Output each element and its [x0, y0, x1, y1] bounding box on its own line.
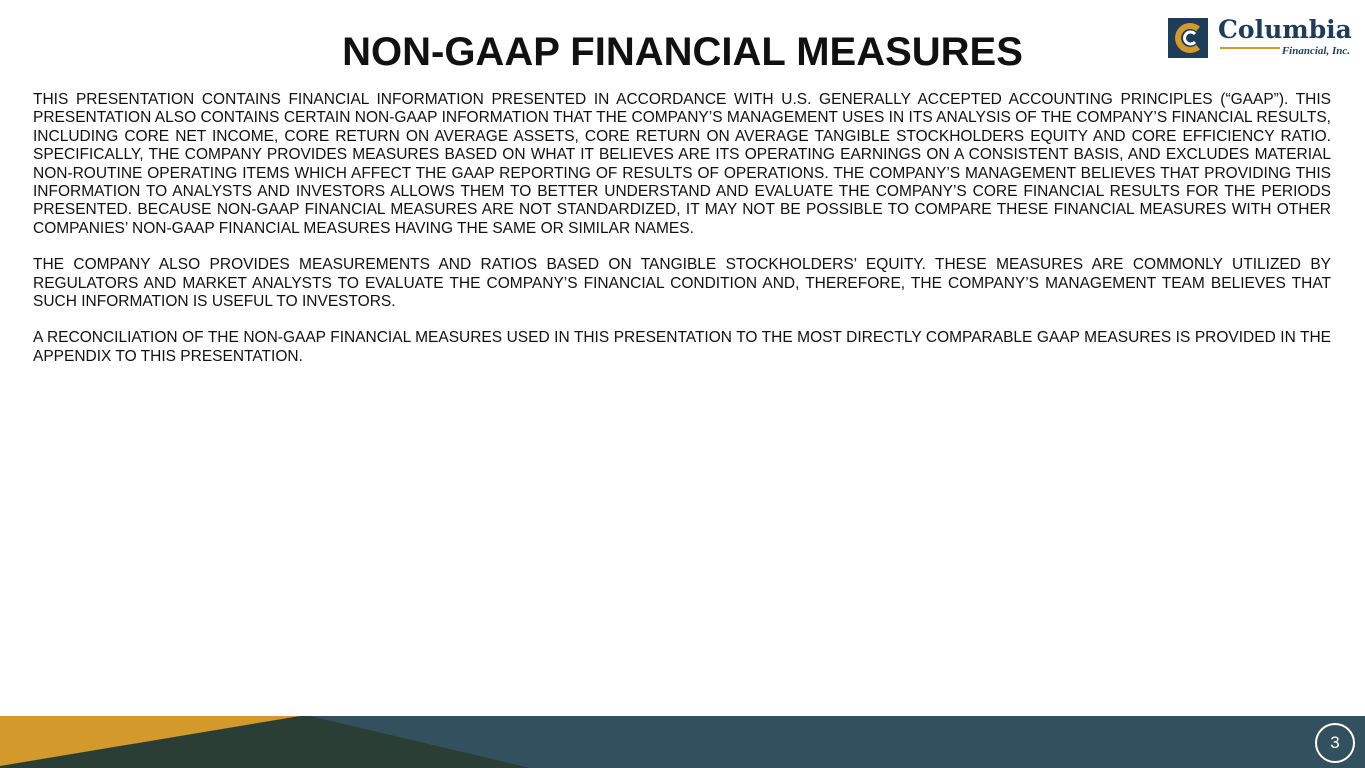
logo-underline — [1220, 47, 1280, 49]
paragraph-tangible-equity: THE COMPANY ALSO PROVIDES MEASUREMENTS AND RATIOS BASED ON TANGIBLE STOCKHOLDERS’ EQUITY. THESE MEASURES ARE COMMONLY UTILIZED BY REGULATORS AND MARKET ANALYSTS TO EVALUATE THE COMPANY’S FINANCIAL CONDITION AND, THEREFORE, THE COMPANY’S MANAGEMENT TEAM BELIEVES THAT SUCH INFORMATION IS USEFUL TO INVESTORS. — [33, 256, 1331, 311]
slide-title: NON-GAAP FINANCIAL MEASURES — [342, 30, 1023, 74]
logo-wordmark: Columbia — [1218, 15, 1352, 44]
body-text — [33, 91, 1331, 384]
page-number-badge: 3 — [1315, 723, 1355, 763]
company-logo — [1166, 14, 1352, 62]
footer-band — [0, 716, 1365, 768]
columbia-c-logo-icon — [1168, 18, 1208, 58]
logo-subtitle: Financial, Inc. — [1281, 45, 1350, 57]
paragraph-reconciliation: A RECONCILIATION OF THE NON-GAAP FINANCIAL MEASURES USED IN THIS PRESENTATION TO THE MOST DIRECTLY COMPARABLE GAAP MEASURES IS PROVIDED IN THE APPENDIX TO THIS PRESENTATION. — [33, 329, 1331, 365]
paragraph-gaap-information: THIS PRESENTATION CONTAINS FINANCIAL INFORMATION PRESENTED IN ACCORDANCE WITH U.S. GENERALLY ACCEPTED ACCOUNTING PRINCIPLES (“GAAP”). THIS PRESENTATION ALSO CONTAINS CERTAIN NON-GAAP INFORMATION THAT THE COMPANY’S MANAGEMENT USES IN ITS ANALYSIS OF THE COMPANY’S FINANCIAL RESULTS, INCLUDING CORE NET INCOME, CORE RETURN ON AVERAGE ASSETS, CORE RETURN ON AVERAGE TANGIBLE STOCKHOLDERS EQUITY AND CORE EFFICIENCY RATIO. SPECIFICALLY, THE COMPANY PROVIDES MEASURES BASED ON WHAT IT BELIEVES ARE ITS OPERATING EARNINGS ON A CONSISTENT BASIS, AND EXCLUDES MATERIAL NON-ROUTINE OPERATING ITEMS WHICH AFFECT THE GAAP REPORTING OF RESULTS OF OPERATIONS. THE COMPANY’S MANAGEMENT BELIEVES THAT PROVIDING THIS INFORMATION TO ANALYSTS AND INVESTORS ALLOWS THEM TO BETTER UNDERSTAND AND EVALUATE THE COMPANY’S CORE FINANCIAL RESULTS FOR THE PERIODS PRESENTED. BECAUSE NON-GAAP FINANCIAL MEASURES ARE NOT STANDARDIZED, IT MAY NOT BE POSSIBLE TO COMPARE THESE FINANCIAL MEASURES WITH OTHER COMPANIES’ NON-GAAP FINANCIAL MEASURES HAVING THE SAME OR SIMILAR NAMES. — [33, 91, 1331, 237]
